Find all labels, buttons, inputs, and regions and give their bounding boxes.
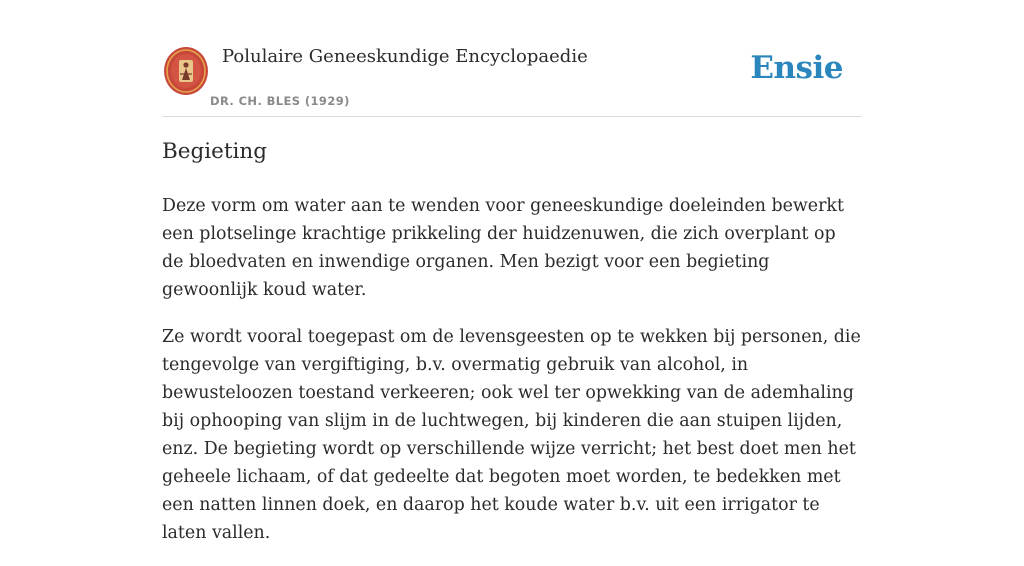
article-body [162,192,862,566]
book-cover-icon[interactable] [164,47,208,95]
book-header [162,0,862,117]
article-paragraph: Deze vorm om water aan te wenden voor geneeskundige doeleinden bewerkt een plotselinge krachtige prikkeling der huidzenuwen, die zich overplant op de bloedvaten en inwendige organen. Men bezigt voor een begieting gewoonlijk koud water. [162,196,844,300]
ensie-logo-link[interactable]: Ensie [750,50,843,86]
article-title: Begieting [162,139,268,164]
book-title[interactable]: Polulaire Geneeskundige Encyclopaedie [222,46,588,67]
article-paragraph: Ze wordt vooral toegepast om de levensgeesten op te wekken bij personen, die tengevolge van vergiftiging, b.v. overmatig gebruik van alcohol, in bewusteloozen toestand verkeeren; ook wel ter opwekking van de ademhaling bij ophooping van slijm in de luchtwegen, bij kinderen die aan stuipen lijden, enz. De begieting wordt op verschillende wijze verricht; het best doet men het geheele lichaam, of dat gedeelte dat begoten moet worden, te bedekken met een natten linnen doek, en daarop het koude water b.v. uit een irrigator te laten vallen. [162,327,861,543]
page [162,0,862,543]
book-author: DR. CH. BLES (1929) [210,94,350,108]
